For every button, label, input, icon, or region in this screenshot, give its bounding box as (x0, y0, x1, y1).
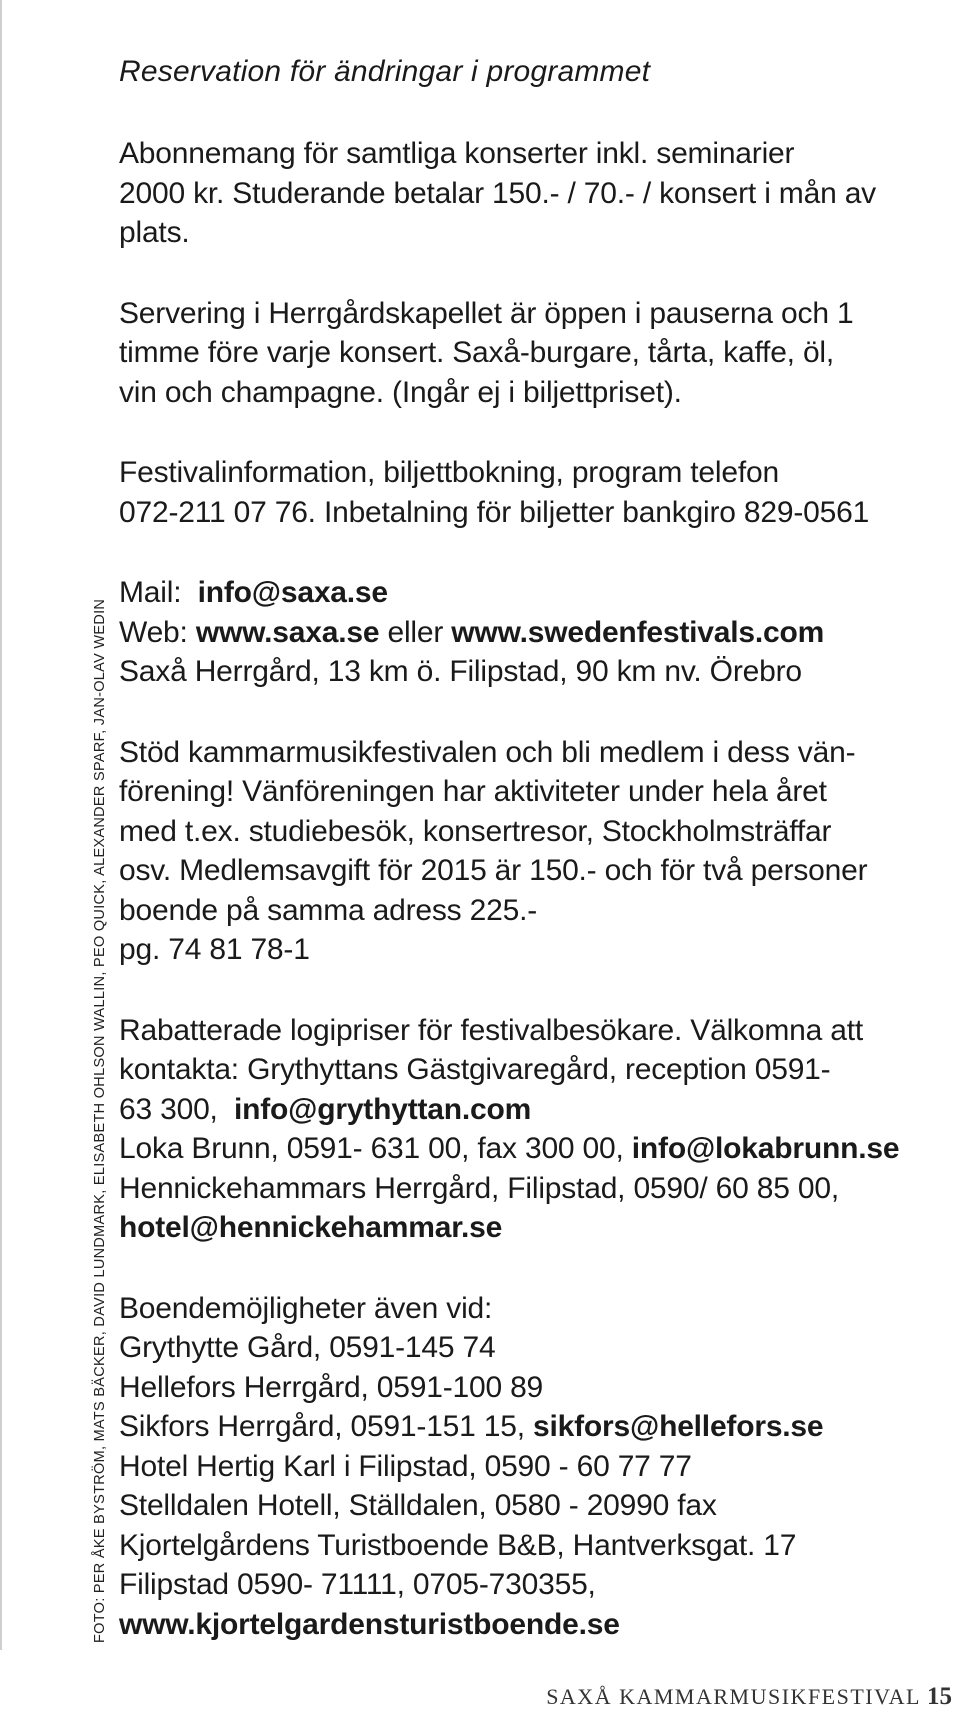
info-line: 072-211 07 76. Inbetalning för biljetter bankgiro 829-0561 (119, 495, 870, 529)
mail-link[interactable]: info@saxa.se (197, 576, 388, 609)
address-line: Saxå Herrgård, 13 km ö. Filipstad, 90 km nv. Örebro (119, 655, 802, 688)
alt-line: Grythytte Gård, 0591-145 74 (119, 1331, 496, 1364)
page-edge-line (0, 0, 2, 1650)
lodging-line (119, 1090, 949, 1130)
alt-line: Hotel Hertig Karl i Filipstad, 0590 - 60 77 77 (119, 1449, 692, 1483)
serving-paragraph (119, 294, 949, 413)
friends-line: förening! Vänföreningen har aktiviteter under hela året (119, 775, 827, 808)
alt-line: Stelldalen Hotell, Ställdalen, 0580 - 20990 fax (119, 1489, 717, 1522)
subscription-line: Abonnemang för samtliga konserter inkl. seminarier (119, 137, 795, 170)
web-link-swedenfestivals[interactable]: www.swedenfestivals.com (451, 615, 825, 649)
main-content (119, 52, 949, 1685)
mail-line (119, 573, 949, 613)
serving-line: Servering i Herrgårdskapellet är öppen i pauserna och 1 (119, 296, 854, 330)
kjortelgarden-web-link[interactable]: www.kjortelgardensturistboende.se (119, 1607, 620, 1641)
photo-credit: FOTO: PER ÅKE BYSTRÖM, MATS BÄCKER, DAVID LUNDMARK, ELISABETH OHLSON WALLIN, PEO QUICK, ALEXANDER SPARF, JAN-OLAV WEDIN (92, 598, 108, 1643)
subscription-paragraph (119, 134, 949, 253)
alt-line (119, 1605, 949, 1645)
friends-line: osv. Medlemsavgift för 2015 är 150.- och för två personer (119, 854, 868, 887)
friends-paragraph (119, 733, 949, 970)
contact-paragraph (119, 573, 949, 692)
page-number: 15 (927, 1683, 952, 1710)
alt-lodging-paragraph (119, 1289, 949, 1645)
lodging-line (119, 1129, 949, 1169)
friends-line: boende på samma adress 225.- (119, 893, 537, 927)
lodging-text: 63 300, (119, 1092, 218, 1126)
web-link-saxa[interactable]: www.saxa.se (195, 615, 380, 649)
sikfors-email-link[interactable]: sikfors@hellefors.se (533, 1410, 824, 1443)
alt-line (119, 1407, 949, 1447)
page-title: Reservation för ändringar i programmet (119, 55, 651, 88)
grythyttan-email-link[interactable]: info@grythyttan.com (233, 1092, 532, 1126)
alt-line: Hellefors Herrgård, 0591-100 89 (119, 1370, 544, 1404)
alt-line: Boendemöjligheter även vid: (119, 1291, 493, 1325)
subscription-line: plats. (119, 216, 190, 249)
web-line (119, 613, 949, 653)
friends-line: pg. 74 81 78-1 (119, 933, 310, 966)
friends-line: Stöd kammarmusikfestivalen och bli medlem i dess vän- (119, 735, 856, 769)
mail-label: Mail: (119, 576, 182, 609)
lodging-line: Rabatterade logipriser för festivalbesökare. Välkomna att (119, 1013, 863, 1047)
alt-line: Filipstad 0590- 71111, 0705-730355, (119, 1568, 596, 1601)
lodging-text: Loka Brunn, 0591- 631 00, fax 300 00, (119, 1132, 624, 1165)
info-line: Festivalinformation, biljettbokning, program telefon (119, 456, 779, 489)
lodging-line: Hennickehammars Herrgård, Filipstad, 0590/ 60 85 00, (119, 1171, 839, 1205)
lodging-paragraph (119, 1011, 949, 1248)
lodging-line (119, 1208, 949, 1248)
alt-text: Sikfors Herrgård, 0591-151 15, (119, 1410, 525, 1443)
serving-line: vin och champagne. (Ingår ej i biljettpriset). (119, 375, 682, 409)
page-footer (546, 1683, 952, 1711)
web-or-text: eller (387, 615, 444, 649)
hennickehammar-email-link[interactable]: hotel@hennickehammar.se (119, 1211, 503, 1244)
footer-festival-name: SAXÅ KAMMARMUSIKFESTIVAL (546, 1684, 921, 1709)
friends-line: med t.ex. studiebesök, konsertresor, Stockholmsträffar (119, 814, 832, 848)
lokabrunn-email-link[interactable]: info@lokabrunn.se (631, 1132, 900, 1165)
info-paragraph (119, 453, 949, 532)
subscription-line: 2000 kr. Studerande betalar 150.- / 70.- / konsert i mån av (119, 176, 876, 210)
alt-line: Kjortelgårdens Turistboende B&B, Hantverksgat. 17 (119, 1528, 797, 1562)
lodging-line: kontakta: Grythyttans Gästgivaregård, reception 0591- (119, 1053, 831, 1086)
serving-line: timme före varje konsert. Saxå-burgare, tårta, kaffe, öl, (119, 336, 835, 369)
web-label: Web: (119, 615, 188, 649)
